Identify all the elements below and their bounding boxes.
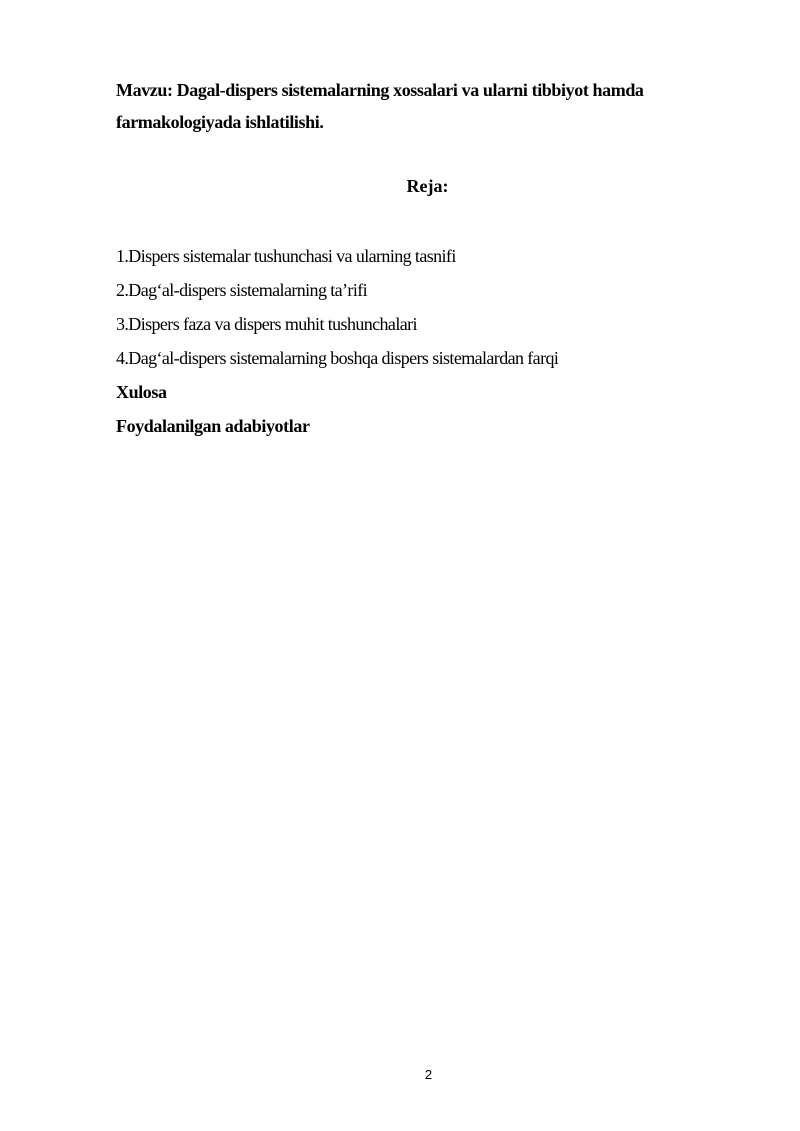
plan-item-conclusion: Xulosa bbox=[116, 382, 167, 402]
topic-title-line-1: Mavzu: Dagal-dispers sistemalarning xossalari va ularni tibbiyot hamda bbox=[116, 80, 644, 100]
plan-list bbox=[116, 239, 558, 443]
plan-item-3: 3.Dispers faza va dispers muhit tushunchalari bbox=[116, 314, 417, 334]
page-number: 2 bbox=[424, 1067, 433, 1082]
plan-item-4: 4.Dag‘al-dispers sistemalarning boshqa dispers sistemalardan farqi bbox=[116, 348, 559, 368]
topic-title-line-2: farmakologiyada ishlatilishi. bbox=[116, 112, 324, 132]
plan-item-references: Foydalanilgan adabiyotlar bbox=[116, 416, 310, 436]
plan-item-1: 1.Dispers sistemalar tushunchasi va ularning tasnifi bbox=[116, 246, 456, 266]
plan-heading: Reja: bbox=[406, 176, 449, 196]
plan-item-2: 2.Dag‘al-dispers sistemalarning ta’rifi bbox=[116, 280, 368, 300]
topic-title bbox=[116, 74, 716, 138]
